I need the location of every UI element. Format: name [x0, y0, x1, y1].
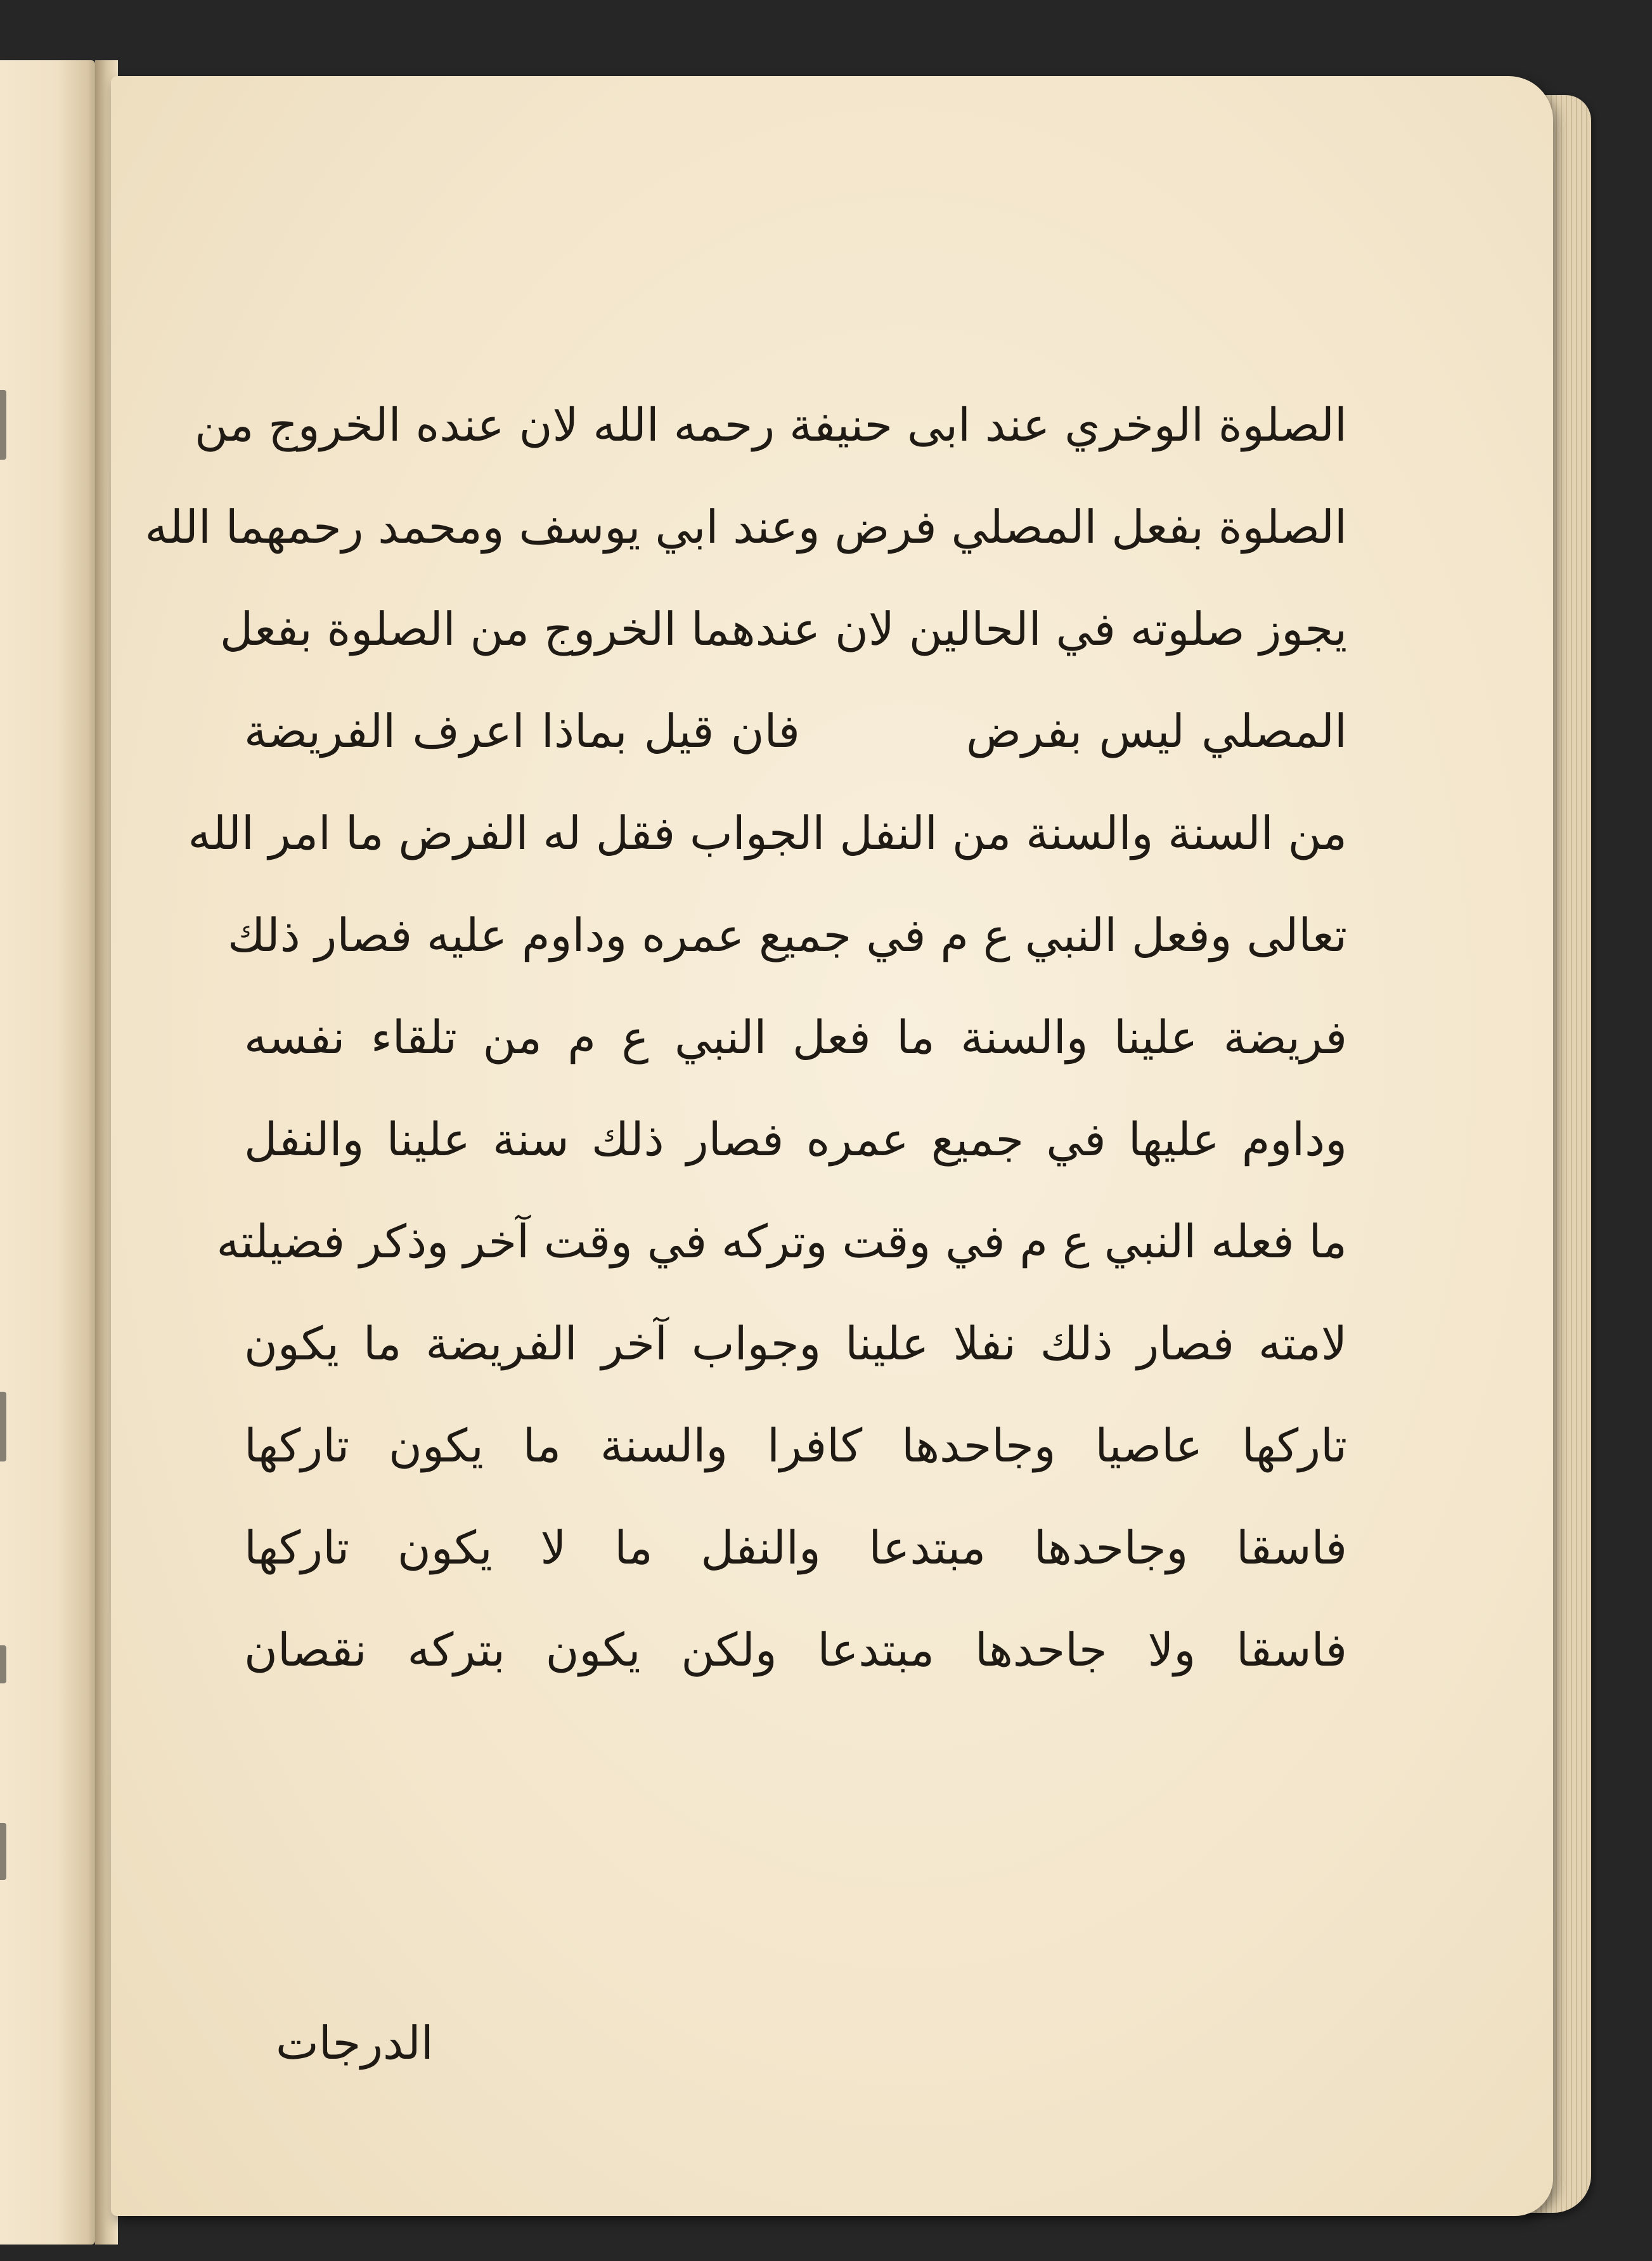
facing-page-left [0, 60, 95, 2245]
text-line-13: فاسقا ولا جاحدها مبتدعا ولكن يكون بتركه نقصان [244, 1623, 1347, 1676]
text-line-1: الصلوة الوخري عند ابى حنيفة رحمه الله لان عنده الخروج من [194, 398, 1347, 451]
text-line-8: وداوم عليها في جميع عمره فصار ذلك سنة علينا والنفل [244, 1113, 1347, 1166]
manuscript-text-block [145, 374, 1347, 1701]
text-line-10: لامته فصار ذلك نفلا علينا وجواب آخر الفريضة ما يكون [244, 1317, 1347, 1370]
facing-page-ink-mark [0, 1645, 6, 1683]
text-line-6: تعالى وفعل النبي ع م في جميع عمره وداوم عليه فصار ذلك [227, 909, 1347, 962]
text-line-9: ما فعله النبي ع م في وقت وتركه في وقت آخر وذكر فضيلته [216, 1215, 1347, 1268]
facing-page-ink-mark [0, 1823, 6, 1880]
text-line-7: فريضة علينا والسنة ما فعل النبي ع م من تلقاء نفسه [244, 1011, 1347, 1064]
text-line-4: المصلي ليس بفرض فان قيل بماذا اعرف الفريضة [244, 704, 1347, 758]
text-line-5: من السنة والسنة من النفل الجواب فقل له الفرض ما امر الله [188, 807, 1347, 860]
text-line-12: فاسقا وجاحدها مبتدعا والنفل ما لا يكون تاركها [244, 1521, 1347, 1574]
text-line-3: يجوز صلوته في الحالين لان عندهما الخروج من الصلوة بفعل [219, 602, 1347, 656]
text-line-11: تاركها عاصيا وجاحدها كافرا والسنة ما يكون تاركها [244, 1419, 1347, 1472]
catchword: الدرجات [276, 2016, 434, 2070]
text-line-2: الصلوة بفعل المصلي فرض وعند ابي يوسف ومحمد رحمهما الله [145, 500, 1347, 554]
manuscript-page [111, 76, 1553, 2216]
facing-page-ink-mark [0, 390, 6, 460]
facing-page-ink-mark [0, 1392, 6, 1461]
